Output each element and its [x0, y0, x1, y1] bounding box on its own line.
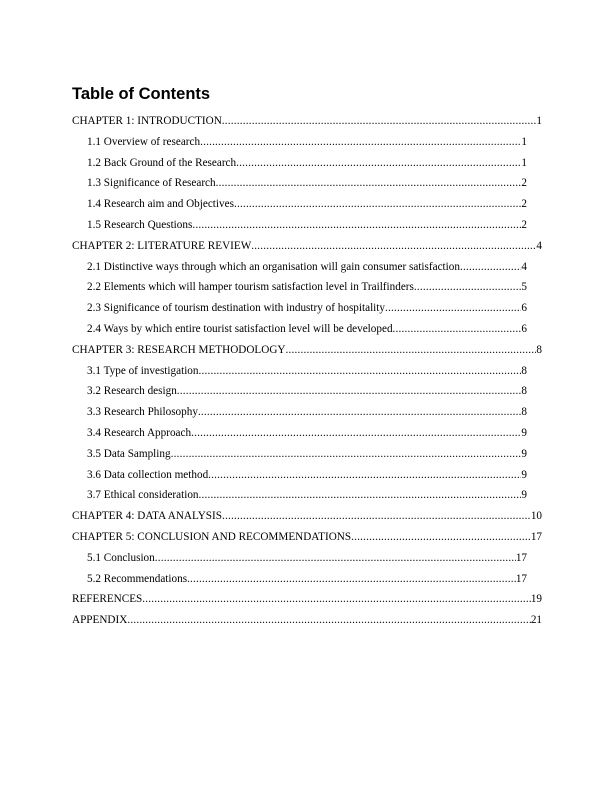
toc-entry-text: 3.5 Data Sampling	[87, 447, 171, 460]
toc-page-number: 17	[515, 551, 527, 564]
toc-section-entry[interactable]	[87, 321, 527, 337]
toc-entry-text: APPENDIX	[72, 614, 128, 627]
toc-entry-text: CHAPTER 4: DATA ANALYSIS	[72, 510, 222, 523]
toc-page-number: 9	[521, 489, 527, 502]
dot-leader	[286, 342, 537, 358]
dot-leader	[216, 175, 522, 191]
dot-leader	[385, 300, 521, 316]
toc-chapter-entry[interactable]	[72, 113, 542, 129]
toc-page-number: 1	[521, 156, 527, 169]
toc-page-number: 8	[521, 364, 527, 377]
toc-entry-text: 3.2 Research design	[87, 385, 177, 398]
dot-leader	[460, 259, 521, 275]
toc-entry-text: 3.3 Research Philosophy	[87, 406, 198, 419]
toc-chapter-entry[interactable]	[72, 612, 542, 628]
toc-chapter-entry[interactable]	[72, 238, 542, 254]
toc-page-number: 8	[521, 385, 527, 398]
dot-leader	[208, 467, 521, 483]
toc-section-entry[interactable]	[87, 487, 527, 503]
dot-leader	[251, 238, 536, 254]
toc-section-entry[interactable]	[87, 196, 527, 212]
toc-chapter-entry[interactable]	[72, 529, 542, 545]
toc-entry-text: 1.5 Research Questions	[87, 219, 193, 231]
toc-chapter-entry[interactable]	[72, 508, 542, 524]
dot-leader	[177, 383, 522, 399]
toc-section-entry[interactable]	[87, 300, 527, 316]
toc-section-entry[interactable]	[87, 467, 527, 483]
dot-leader	[191, 425, 521, 441]
toc-entry-text: 5.2 Recommendations	[87, 572, 188, 585]
toc-section-entry[interactable]	[87, 446, 527, 462]
toc-page-number: 8	[521, 406, 527, 419]
toc-page-number: 6	[521, 302, 527, 315]
toc-page-number: 8	[536, 343, 542, 356]
toc-page-number: 17	[515, 572, 527, 585]
dot-leader	[199, 363, 522, 379]
toc-entry-text: CHAPTER 5: CONCLUSION AND RECOMMENDATIONS	[72, 531, 352, 543]
toc-section-entry[interactable]	[87, 383, 527, 399]
toc-section-entry[interactable]	[87, 217, 527, 233]
toc-section-entry[interactable]	[87, 425, 527, 441]
dot-leader	[198, 404, 521, 420]
toc-section-entry[interactable]	[87, 363, 527, 379]
toc-section-entry[interactable]	[87, 279, 527, 295]
toc-entry-text: 3.6 Data collection method	[87, 468, 209, 481]
toc-page-number: 9	[521, 447, 527, 460]
toc-entry-text: 2.2 Elements which will hamper tourism satisfaction level in Trailfinders	[87, 281, 414, 294]
dot-leader	[187, 571, 516, 587]
toc-page-number: 5	[521, 281, 527, 294]
toc-page-number: 21	[530, 614, 542, 627]
toc-title: Table of Contents	[72, 85, 211, 103]
toc-page-number: 17	[530, 531, 542, 543]
toc-page-number: 4	[521, 260, 527, 273]
toc-entry-text: 1.3 Significance of Research	[87, 177, 216, 190]
toc-section-entry[interactable]	[87, 155, 527, 171]
toc-page-number: 1	[536, 115, 542, 127]
toc-page-number: 2	[521, 219, 527, 231]
toc-entry-text: 2.1 Distinctive ways through which an organisation will gain consumer satisfaction	[87, 260, 460, 273]
toc-chapter-entry[interactable]	[72, 591, 542, 607]
toc-section-entry[interactable]	[87, 550, 527, 566]
dot-leader	[171, 446, 522, 462]
toc-chapter-entry[interactable]	[72, 342, 542, 358]
toc-section-entry[interactable]	[87, 404, 527, 420]
toc-page-number: 4	[536, 239, 542, 252]
dot-leader	[199, 487, 522, 503]
toc-page-number: 2	[521, 198, 527, 211]
toc-section-entry[interactable]	[87, 175, 527, 191]
dot-leader	[351, 529, 531, 545]
toc-page-number: 9	[521, 427, 527, 439]
toc-entry-text: 2.3 Significance of tourism destination with industry of hospitality	[87, 302, 385, 315]
toc-section-entry[interactable]	[87, 134, 527, 150]
dot-leader	[127, 612, 530, 628]
toc-entry-text: CHAPTER 2: LITERATURE REVIEW	[72, 239, 252, 252]
toc-entry-text: 1.1 Overview of research	[87, 135, 201, 148]
toc-section-entry[interactable]	[87, 571, 527, 587]
toc-page-number: 2	[521, 177, 527, 190]
dot-leader	[414, 279, 522, 295]
toc-page-number: 6	[521, 323, 527, 335]
toc-entry-text: 5.1 Conclusion	[87, 551, 155, 564]
dot-leader	[234, 196, 521, 212]
toc-entry-text: 1.4 Research aim and Objectives	[87, 198, 234, 211]
dot-leader	[142, 591, 531, 607]
dot-leader	[222, 113, 537, 129]
toc-section-entry[interactable]	[87, 259, 527, 275]
toc-entry-text: REFERENCES	[72, 593, 143, 606]
toc-page-number: 19	[530, 593, 542, 606]
toc-page-number: 9	[521, 468, 527, 481]
dot-leader	[393, 321, 522, 337]
toc-entry-text: 3.4 Research Approach	[87, 427, 192, 439]
toc-page-number: 10	[530, 510, 542, 523]
toc-entry-text: 3.1 Type of investigation	[87, 364, 199, 377]
dot-leader	[192, 217, 521, 233]
dot-leader	[222, 508, 531, 524]
dot-leader	[200, 134, 521, 150]
toc-entry-text: CHAPTER 1: INTRODUCTION	[72, 115, 222, 127]
toc-entry-text: 1.2 Back Ground of the Research	[87, 156, 237, 169]
toc-entry-text: CHAPTER 3: RESEARCH METHODOLOGY	[72, 343, 286, 356]
toc-page-number: 1	[521, 135, 527, 148]
dot-leader	[155, 550, 516, 566]
toc-entry-text: 3.7 Ethical consideration	[87, 489, 199, 502]
dot-leader	[236, 155, 521, 171]
toc-entry-text: 2.4 Ways by which entire tourist satisfaction level will be developed	[87, 323, 393, 335]
